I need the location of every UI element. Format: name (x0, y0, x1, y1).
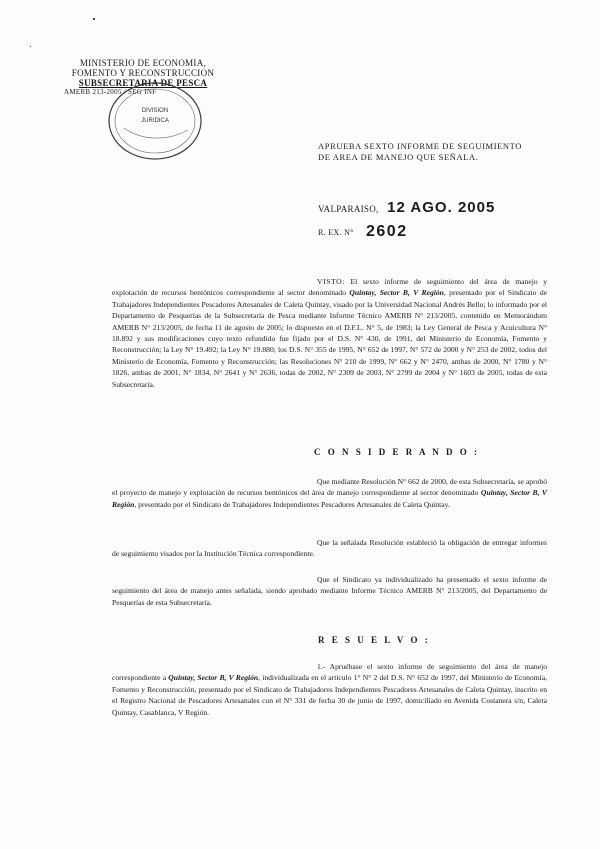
resuelvo-1-text-a: 1.- Apruébase el sexto informe de seguimiento del área de manejo correspondiente a (112, 662, 547, 683)
considerando-2 (112, 537, 547, 560)
considerando-1-sector: Quintay, Sector B, V Región (112, 488, 547, 509)
scan-speck (93, 18, 95, 20)
visto-section (112, 276, 547, 390)
resolution-number (318, 222, 408, 240)
scan-speck (30, 46, 31, 47)
considerando-heading: C O N S I D E R A N D O : (314, 447, 480, 457)
visto-lead: VISTO: (317, 277, 345, 286)
resuelvo-1-text-b: , individualizada en el artículo 1° N° 2 del D.S. N° 652 de 1997, del Ministerio de Economía, Fomento y Reconstrucción, presentado por el Sindicato de Trabajadores Independientes Pescadores Artesanales de Caleta Quintay, inscrito en el Registro Nacional de Pescadores Artesanales con el N° 331 de fecha 30 de junio de 1997, domiciliado en Avenida Costanera s/n, Caleta Quintay, Casablanca, V Región. (112, 673, 548, 717)
official-seal-stamp (106, 80, 204, 162)
ministry-subtitle: FOMENTO Y RECONSTRUCCION (71, 68, 215, 78)
ministry-name: MINISTERIO DE ECONOMIA, (79, 58, 207, 68)
place-and-date (318, 199, 495, 216)
resuelvo-1-sector: Quintay, Sector B, V Región (168, 673, 259, 683)
place: VALPARAISO, (318, 204, 379, 214)
considerando-3-text: Que el Sindicato ya individualizado ha presentado el sexto informe de seguimiento del área de manejo antes señalada, siendo aprobado mediante Informe Técnico AMERB N° 213/2005, del Departamento de Pesquerías de esta Subsecretaría. (112, 575, 547, 607)
visto-text-2: , presentado por el Sindicato de Trabajadores Independientes Pescadores Artesanales de Caleta Quintay, visado por la Universidad Nacional Andrés Bello; lo informado por el Departamento de Pesquerías de la Subsecretaría de Pesca mediante Informe Técnico AMERB N° 213/2005, contenido en Memorándum AMERB N° 213/2005, de fecha 11 de agosto de 2005; lo dispuesto en el D.F.L. N° 5, de 1983; la Ley General de Pesca y Acuicultura N° 18.892 y sus modificaciones cuyo texto refundido fue fijado por el D.S. N° 430, de 1991, del Ministerio de Economía, Fomento y Reconstrucción; la Ley N° 19.492; la Ley N° 19.880; los D.S. N° 355 de 1995, N° 652 de 1997, N° 572 de 2000 y N° 253 de 2002, todos del Ministerio de Economía, Fomento y Reconstrucción; las Resoluciones N° 210 de 1999, N° 662 y N° 2470, ambas de 2000, N° 1780 y N° 1826, ambas de 2001, N° 1834, N° 2641 y N° 2636, todas de 2002, N° 2309 de 2003, N° 2799 de 2004 y N° 1603 de 2005, todas de esta Subsecretaría. (112, 288, 547, 389)
document-subject (318, 141, 558, 163)
considerando-3 (112, 574, 547, 608)
visto-paragraph (112, 276, 547, 390)
resolution-label: R. EX. N° (318, 228, 354, 237)
date-stamp: 12 AGO. 2005 (387, 199, 496, 216)
resuelvo-1 (112, 661, 547, 718)
visto-sector: Quintay, Sector B, V Región (349, 288, 444, 298)
subject-line-1: APRUEBA SEXTO INFORME DE SEGUIMIENTO (318, 141, 523, 151)
undersecretariat-name: SUBSECRETARIA DE PESCA (78, 78, 208, 88)
seal-line-division: DIVISION (141, 108, 169, 114)
seal-line-juridica: JURIDICA (141, 118, 169, 124)
resuelvo-heading: R E S U E L V O : (318, 635, 431, 645)
considerando-2-text: Que la señalada Resolución estableció la obligación de entregar informes de seguimiento visados por la Institución Técnica correspondiente. (112, 538, 547, 559)
considerando-1 (112, 476, 547, 510)
resolution-number-value: 2602 (366, 223, 408, 240)
visto-text-1: El sexto informe de seguimiento del área de manejo y explotación de recursos bentónicos correspondiente al sector denominado (112, 277, 547, 298)
reference-code: AMERB 213-2005 / SEG INF (64, 88, 157, 96)
considerando-1-text-b: , presentado por el Sindicato de Trabajadores Independientes Pescadores Artesanales de Caleta Quintay. (134, 499, 450, 509)
considerando-1-text-a: Que mediante Resolución N° 662 de 2000, de esta Subsecretaría, se aprobó el proyecto de manejo y explotación de recursos bentónicos del área de manejo correspondiente al sector denominado (112, 477, 547, 498)
subject-line-2: DE AREA DE MANEJO QUE SEÑALA. (318, 152, 479, 162)
